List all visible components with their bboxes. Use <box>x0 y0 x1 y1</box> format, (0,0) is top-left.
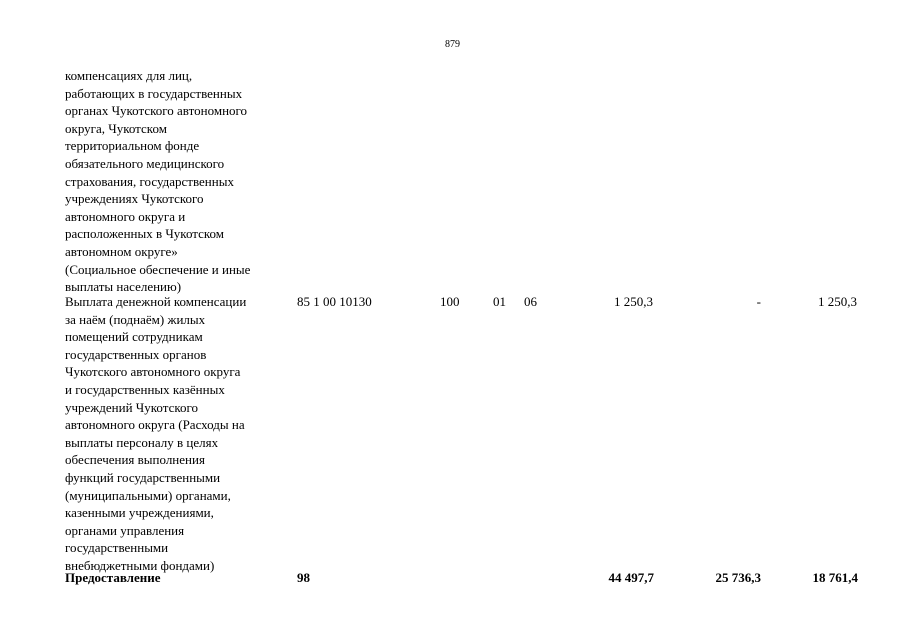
amount-col3-cell: 18 761,4 <box>812 570 858 585</box>
total-amount-cell: 1 250,3 <box>614 294 653 309</box>
description-line: выплаты персоналу в целях <box>65 434 219 450</box>
description-line: внебюджетными фондами) <box>65 558 215 573</box>
description-line: органах Чукотского автономного <box>65 103 248 119</box>
description-line: государственными <box>65 540 169 556</box>
description-line: обеспечения выполнения <box>65 452 205 468</box>
description-line: и государственных казённых <box>65 382 225 397</box>
description-line: автономного округа (Расходы на <box>65 417 245 433</box>
description-line: учреждениях Чукотского <box>65 191 204 207</box>
description-line: автономном округе» <box>65 244 178 259</box>
description-line: выплаты населению) <box>65 279 182 295</box>
expense-type-cell: 100 <box>440 294 460 309</box>
target-code-cell: 98 <box>297 570 310 585</box>
description-line: обязательного медицинского <box>65 156 225 171</box>
description-line: автономного округа и <box>65 208 186 224</box>
description-line: за наём (поднаём) жилых <box>65 311 206 327</box>
description-line: (муниципальными) органами, <box>65 487 231 503</box>
description-line: территориальном фонде <box>65 138 200 154</box>
amount-col2-cell: 25 736,3 <box>715 570 761 585</box>
subsection-cell: 06 <box>524 294 537 309</box>
target-code-cell: 85 1 00 10130 <box>297 294 372 309</box>
description-line: (Социальное обеспечение и иные <box>65 261 251 277</box>
description-line: Выплата денежной компенсации <box>65 294 247 309</box>
amount-col2-cell: - <box>756 294 761 309</box>
description-line: казенными учреждениями, <box>65 505 214 521</box>
description-line: работающих в государственных <box>65 85 243 101</box>
description-line: компенсациях для лиц, <box>65 68 193 83</box>
section-cell: 01 <box>493 294 506 309</box>
description-line: расположенных в Чукотском <box>65 226 225 242</box>
amount-col3-cell: 1 250,3 <box>818 294 857 309</box>
description-line: функций государственными <box>65 470 221 485</box>
description-line: органами управления <box>65 522 185 538</box>
description-line: государственных органов <box>65 346 207 362</box>
description-line: Предоставление <box>65 570 161 585</box>
page-number: 879 <box>445 39 460 50</box>
description-line: учреждений Чукотского <box>65 399 199 415</box>
description-line: округа, Чукотском <box>65 120 167 136</box>
total-amount-cell: 44 497,7 <box>608 570 654 585</box>
description-line: Чукотского автономного округа <box>65 364 241 380</box>
description-line: страхования, государственных <box>65 173 234 189</box>
description-line: помещений сотрудникам <box>65 329 203 345</box>
